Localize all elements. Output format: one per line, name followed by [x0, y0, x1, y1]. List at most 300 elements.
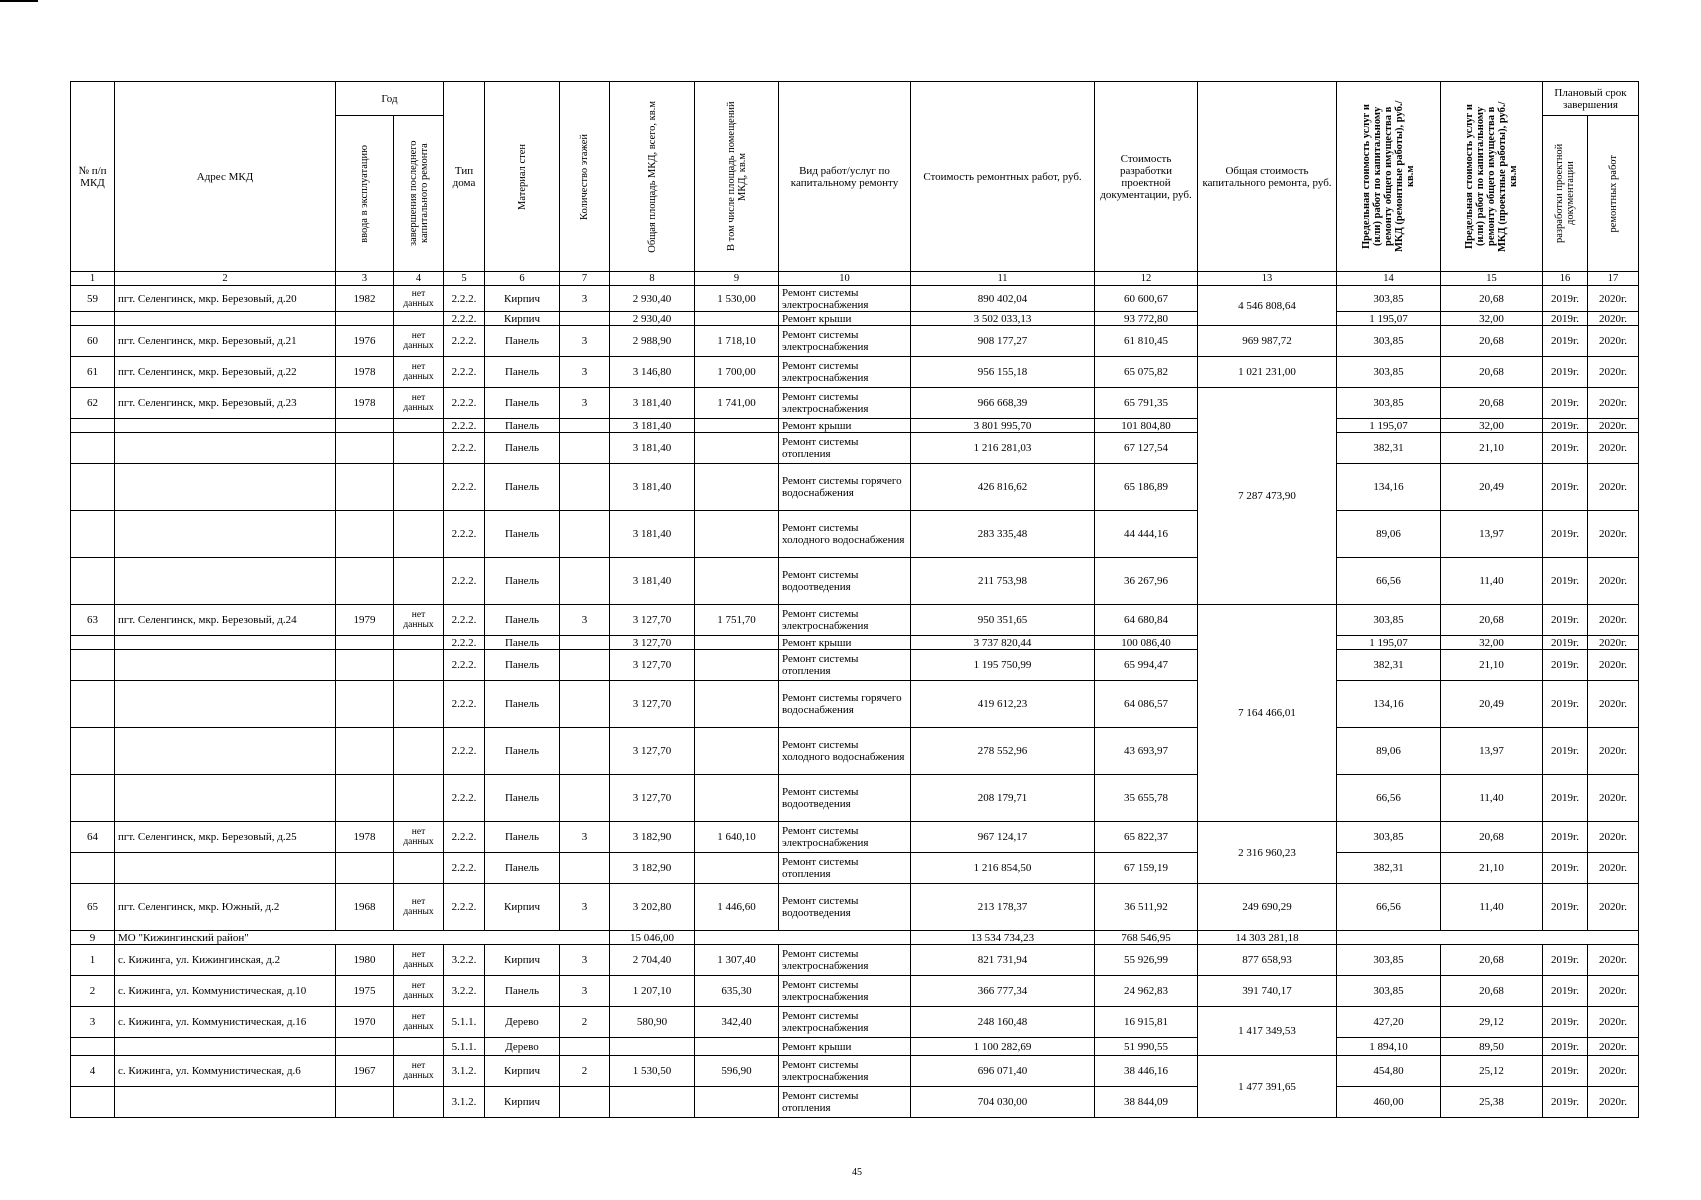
cell-w: Ремонт системы горячего водоснабжения	[779, 464, 911, 511]
cell-f: 3	[560, 605, 610, 636]
cell-t: 2.2.2.	[444, 558, 485, 605]
cell-p	[695, 1087, 779, 1118]
cell-dc: 65 075,82	[1095, 357, 1198, 388]
cell-f	[560, 419, 610, 433]
cell-tc: 7 164 466,01	[1198, 605, 1337, 822]
cell-y2	[394, 853, 444, 884]
cell-l2: 20,68	[1441, 605, 1543, 636]
cell-d1: 2019г.	[1543, 1038, 1588, 1056]
header-num: № п/п МКД	[71, 82, 115, 272]
cell-l2: 11,40	[1441, 558, 1543, 605]
cell-t: 2.2.2.	[444, 884, 485, 931]
cell-l1: 66,56	[1337, 775, 1441, 822]
cell-d1: 2019г.	[1543, 326, 1588, 357]
cell-y1	[336, 312, 394, 326]
cell-y1	[336, 1087, 394, 1118]
cell-y2: нет данных	[394, 286, 444, 312]
cell-d2: 2020г.	[1588, 945, 1639, 976]
cell-d1: 2019г.	[1543, 650, 1588, 681]
header-house-type: Тип дома	[444, 82, 485, 272]
cell-y1: 1978	[336, 388, 394, 419]
cell-f	[560, 853, 610, 884]
cell-f	[560, 1038, 610, 1056]
cell-m: Панель	[485, 357, 560, 388]
cell-w: Ремонт системы холодного водоснабжения	[779, 728, 911, 775]
cell-w: Ремонт системы отопления	[779, 853, 911, 884]
column-number-cell: 9	[695, 272, 779, 286]
cell-f: 3	[560, 945, 610, 976]
cell-p: 1 530,00	[695, 286, 779, 312]
cell-dc: 60 600,67	[1095, 286, 1198, 312]
cell-y2	[394, 681, 444, 728]
cell-addr	[115, 1038, 336, 1056]
cell-n: 61	[71, 357, 115, 388]
cell-y2	[394, 728, 444, 775]
cell-p: 1 751,70	[695, 605, 779, 636]
cell-m: Кирпич	[485, 1087, 560, 1118]
cell-l1: 427,20	[1337, 1007, 1441, 1038]
cell-y1	[336, 558, 394, 605]
cell-a: 3 181,40	[610, 388, 695, 419]
cell-d1: 2019г.	[1543, 1007, 1588, 1038]
cell-n	[71, 775, 115, 822]
cell-n	[71, 1087, 115, 1118]
cell-f: 3	[560, 884, 610, 931]
cell-y1	[336, 433, 394, 464]
cell-dc: 51 990,55	[1095, 1038, 1198, 1056]
cell-w: Ремонт системы электроснабжения	[779, 1007, 911, 1038]
cell-m: Дерево	[485, 1038, 560, 1056]
cell-t: 2.2.2.	[444, 357, 485, 388]
cell-addr: пгт. Селенгинск, мкр. Березовый, д.21	[115, 326, 336, 357]
cell-l2: 13,97	[1441, 511, 1543, 558]
column-number-cell: 14	[1337, 272, 1441, 286]
cell-d1: 2019г.	[1543, 511, 1588, 558]
cell-l2: 29,12	[1441, 1007, 1543, 1038]
table-row	[71, 326, 1639, 357]
cell-l2: 20,68	[1441, 822, 1543, 853]
cell-w: Ремонт крыши	[779, 312, 911, 326]
cell-f	[560, 511, 610, 558]
header-term-design: разработки проектной документации	[1543, 116, 1588, 272]
cell-d2: 2020г.	[1588, 605, 1639, 636]
cell-n	[71, 1038, 115, 1056]
cell-n: 62	[71, 388, 115, 419]
table-row	[71, 822, 1639, 853]
cell-f	[560, 558, 610, 605]
table-row	[71, 728, 1639, 775]
cell-rc: 213 178,37	[911, 884, 1095, 931]
cell-d2: 2020г.	[1588, 681, 1639, 728]
cell-rc: 1 100 282,69	[911, 1038, 1095, 1056]
cell-rc: 696 071,40	[911, 1056, 1095, 1087]
cell-y2: нет данных	[394, 388, 444, 419]
header-limit-design: Предельная стоимость услуг и (или) работ по капитальному ремонту общего имущества в МКД (проектные работы), руб./кв.м	[1441, 82, 1543, 272]
cell-tc: 877 658,93	[1198, 945, 1337, 976]
cell-f	[560, 775, 610, 822]
cell-addr	[115, 558, 336, 605]
cell-rc: 3 801 995,70	[911, 419, 1095, 433]
table-row	[71, 1056, 1639, 1087]
cell-rc: 1 216 281,03	[911, 433, 1095, 464]
cell-n	[71, 728, 115, 775]
cell-addr	[115, 681, 336, 728]
cell-w: Ремонт системы электроснабжения	[779, 388, 911, 419]
cell-n: 1	[71, 945, 115, 976]
cell-a: 3 127,70	[610, 636, 695, 650]
cell-y2	[394, 558, 444, 605]
column-number-cell: 8	[610, 272, 695, 286]
cell-y2: нет данных	[394, 945, 444, 976]
cell-addr	[115, 1087, 336, 1118]
cell-f	[560, 681, 610, 728]
cell-n	[71, 853, 115, 884]
subtotal-row	[71, 931, 1639, 945]
cell-y2: нет данных	[394, 822, 444, 853]
cell-l1: 1 195,07	[1337, 636, 1441, 650]
cell-d2: 2020г.	[1588, 775, 1639, 822]
cell-d1: 2019г.	[1543, 976, 1588, 1007]
cell-addr	[115, 775, 336, 822]
cell-p: 1 307,40	[695, 945, 779, 976]
cell-m: Дерево	[485, 1007, 560, 1038]
cell-d2: 2020г.	[1588, 1056, 1639, 1087]
cell-w: Ремонт системы электроснабжения	[779, 976, 911, 1007]
cell-d1: 2019г.	[1543, 419, 1588, 433]
column-number-cell: 4	[394, 272, 444, 286]
cell-rc: 956 155,18	[911, 357, 1095, 388]
cell-tc: 1 021 231,00	[1198, 357, 1337, 388]
cell-tc: 1 417 349,53	[1198, 1007, 1337, 1056]
cell-y2: нет данных	[394, 605, 444, 636]
column-number-cell: 2	[115, 272, 336, 286]
cell-addr: с. Кижинга, ул. Коммунистическая, д.10	[115, 976, 336, 1007]
cell-l2: 25,12	[1441, 1056, 1543, 1087]
table-row	[71, 388, 1639, 419]
cell-w: Ремонт системы электроснабжения	[779, 605, 911, 636]
cell-t: 5.1.1.	[444, 1038, 485, 1056]
cell-m: Панель	[485, 822, 560, 853]
header-term-repair: ремонтных работ	[1588, 116, 1639, 272]
cell-l2: 25,38	[1441, 1087, 1543, 1118]
header-design-cost: Стоимость разработки проектной документации, руб.	[1095, 82, 1198, 272]
cell-a: 3 181,40	[610, 511, 695, 558]
cell-p: 1 741,00	[695, 388, 779, 419]
cell-p	[695, 853, 779, 884]
cell-t: 2.2.2.	[444, 728, 485, 775]
cell-t: 2.2.2.	[444, 464, 485, 511]
cell-rc: 3 502 033,13	[911, 312, 1095, 326]
cell-n	[71, 464, 115, 511]
cell-d2: 2020г.	[1588, 433, 1639, 464]
cell-n: 65	[71, 884, 115, 931]
cell-addr	[115, 433, 336, 464]
cell-d2: 2020г.	[1588, 558, 1639, 605]
table-row	[71, 884, 1639, 931]
cell-n	[71, 419, 115, 433]
cell-y2	[394, 775, 444, 822]
cell-rc: 966 668,39	[911, 388, 1095, 419]
cell-rc: 967 124,17	[911, 822, 1095, 853]
cell-dc: 55 926,99	[1095, 945, 1198, 976]
cell-l1: 382,31	[1337, 853, 1441, 884]
cell-a: 3 181,40	[610, 558, 695, 605]
cell-d1: 2019г.	[1543, 388, 1588, 419]
column-number-cell: 3	[336, 272, 394, 286]
cell-a: 3 127,70	[610, 681, 695, 728]
table-row	[71, 433, 1639, 464]
cell-d2: 2020г.	[1588, 511, 1639, 558]
cell-y1: 1978	[336, 357, 394, 388]
cell-y2: нет данных	[394, 326, 444, 357]
cell-dc: 65 186,89	[1095, 464, 1198, 511]
cell-rc: 13 534 734,23	[911, 931, 1095, 945]
cell-a: 3 127,70	[610, 728, 695, 775]
table-row	[71, 511, 1639, 558]
column-number-cell: 11	[911, 272, 1095, 286]
table-row	[71, 1007, 1639, 1038]
cell-l1: 66,56	[1337, 884, 1441, 931]
cell-f: 2	[560, 1007, 610, 1038]
cell-l1: 1 894,10	[1337, 1038, 1441, 1056]
cell-t: 3.2.2.	[444, 945, 485, 976]
cell-n	[71, 681, 115, 728]
column-number-cell: 13	[1198, 272, 1337, 286]
cell-n	[71, 650, 115, 681]
cell-dc: 61 810,45	[1095, 326, 1198, 357]
cell-dc: 35 655,78	[1095, 775, 1198, 822]
cell-a: 3 127,70	[610, 650, 695, 681]
header-work-type: Вид работ/услуг по капитальному ремонту	[779, 82, 911, 272]
column-number-cell: 15	[1441, 272, 1543, 286]
cell-a: 3 181,40	[610, 419, 695, 433]
table-row	[71, 605, 1639, 636]
cell-l2: 20,49	[1441, 681, 1543, 728]
cell-m: Панель	[485, 728, 560, 775]
cell-p	[695, 681, 779, 728]
cell-y1: 1970	[336, 1007, 394, 1038]
cell-w: Ремонт системы электроснабжения	[779, 357, 911, 388]
cell-t: 2.2.2.	[444, 312, 485, 326]
cell-y1	[336, 464, 394, 511]
cell-w: Ремонт системы электроснабжения	[779, 286, 911, 312]
cell-w: Ремонт системы отопления	[779, 1087, 911, 1118]
cell-l1: 460,00	[1337, 1087, 1441, 1118]
column-number-cell: 6	[485, 272, 560, 286]
cell-l1: 89,06	[1337, 511, 1441, 558]
cell-p	[695, 1038, 779, 1056]
cell-p: 1 700,00	[695, 357, 779, 388]
cell-f	[560, 728, 610, 775]
cell-addr: пгт. Селенгинск, мкр. Березовый, д.23	[115, 388, 336, 419]
cell-m: Панель	[485, 636, 560, 650]
cell-y2	[394, 511, 444, 558]
cell-tc: 2 316 960,23	[1198, 822, 1337, 884]
cell-dc: 36 267,96	[1095, 558, 1198, 605]
cell-m: Панель	[485, 650, 560, 681]
cell-rc: 278 552,96	[911, 728, 1095, 775]
cell-a: 3 202,80	[610, 884, 695, 931]
column-number-cell: 5	[444, 272, 485, 286]
cell-a: 3 181,40	[610, 433, 695, 464]
table-row	[71, 681, 1639, 728]
cell-rc: 1 216 854,50	[911, 853, 1095, 884]
cell-d2: 2020г.	[1588, 884, 1639, 931]
cell-l1: 134,16	[1337, 464, 1441, 511]
cell-d2: 2020г.	[1588, 286, 1639, 312]
cell-l2: 89,50	[1441, 1038, 1543, 1056]
cell-a: 2 704,40	[610, 945, 695, 976]
cell-w: Ремонт системы холодного водоснабжения	[779, 511, 911, 558]
cell-f	[560, 312, 610, 326]
cell-addr	[115, 636, 336, 650]
cell-y2	[394, 1087, 444, 1118]
cell-t: 3.1.2.	[444, 1087, 485, 1118]
cell-t: 2.2.2.	[444, 605, 485, 636]
cell-m: Панель	[485, 558, 560, 605]
cell-f	[560, 1087, 610, 1118]
cell-w: Ремонт системы отопления	[779, 650, 911, 681]
cell-dc: 67 127,54	[1095, 433, 1198, 464]
cell-dc: 24 962,83	[1095, 976, 1198, 1007]
cell-p	[695, 433, 779, 464]
cell-w: Ремонт крыши	[779, 1038, 911, 1056]
cell-addr: МО "Кижингинский район"	[115, 931, 610, 945]
cell-y2	[394, 636, 444, 650]
cell-f: 3	[560, 286, 610, 312]
cell-n: 2	[71, 976, 115, 1007]
cell-m: Панель	[485, 853, 560, 884]
cell-y1: 1975	[336, 976, 394, 1007]
cell-l1: 89,06	[1337, 728, 1441, 775]
cell-p: 1 640,10	[695, 822, 779, 853]
cell-m: Кирпич	[485, 286, 560, 312]
cell-addr	[115, 511, 336, 558]
cell-dc: 36 511,92	[1095, 884, 1198, 931]
cell-m: Панель	[485, 464, 560, 511]
cell-addr	[115, 728, 336, 775]
cell-y2: нет данных	[394, 976, 444, 1007]
cell-rc: 366 777,34	[911, 976, 1095, 1007]
cell-n: 9	[71, 931, 115, 945]
cell-p	[695, 650, 779, 681]
cell-t: 2.2.2.	[444, 388, 485, 419]
cell-dc: 100 086,40	[1095, 636, 1198, 650]
cell-n	[71, 433, 115, 464]
cell-t: 2.2.2.	[444, 511, 485, 558]
cell-y1: 1978	[336, 822, 394, 853]
cell-m: Панель	[485, 976, 560, 1007]
column-number-cell: 1	[71, 272, 115, 286]
cell-t: 5.1.1.	[444, 1007, 485, 1038]
cell-dc: 64 086,57	[1095, 681, 1198, 728]
cell-y2: нет данных	[394, 357, 444, 388]
cell-t: 2.2.2.	[444, 822, 485, 853]
cell-a: 3 182,90	[610, 853, 695, 884]
header-total-cost: Общая стоимость капитального ремонта, руб.	[1198, 82, 1337, 272]
cell-a: 580,90	[610, 1007, 695, 1038]
cell-dc: 43 693,97	[1095, 728, 1198, 775]
cell-rc: 890 402,04	[911, 286, 1095, 312]
cell-d2: 2020г.	[1588, 312, 1639, 326]
cell-a: 2 988,90	[610, 326, 695, 357]
cell-t: 2.2.2.	[444, 650, 485, 681]
cell-d1: 2019г.	[1543, 884, 1588, 931]
cell-l2: 20,68	[1441, 286, 1543, 312]
cell-f: 3	[560, 822, 610, 853]
cell-addr	[115, 419, 336, 433]
cell-y1: 1976	[336, 326, 394, 357]
cell-y2	[394, 433, 444, 464]
cell-y2: нет данных	[394, 1007, 444, 1038]
cell-t: 3.1.2.	[444, 1056, 485, 1087]
cell-a: 3 182,90	[610, 822, 695, 853]
cell-d1: 2019г.	[1543, 464, 1588, 511]
cell-p	[695, 558, 779, 605]
cell-dc: 67 159,19	[1095, 853, 1198, 884]
cell-n	[71, 558, 115, 605]
cell-l1: 1 195,07	[1337, 312, 1441, 326]
cell-a: 3 181,40	[610, 464, 695, 511]
cell-tc: 391 740,17	[1198, 976, 1337, 1007]
cell-y1: 1968	[336, 884, 394, 931]
cell-t: 2.2.2.	[444, 775, 485, 822]
table-row	[71, 1038, 1639, 1056]
table-row	[71, 636, 1639, 650]
cell-a: 15 046,00	[610, 931, 695, 945]
cell-l1: 134,16	[1337, 681, 1441, 728]
table-row	[71, 1087, 1639, 1118]
table-header	[71, 82, 1639, 286]
cell-t: 2.2.2.	[444, 419, 485, 433]
cell-addr: с. Кижинга, ул. Кижингинская, д.2	[115, 945, 336, 976]
column-number-cell: 16	[1543, 272, 1588, 286]
cell-t: 2.2.2.	[444, 636, 485, 650]
cell-m: Панель	[485, 419, 560, 433]
header-limit-repair: Предельная стоимость услуг и (или) работ по капитальному ремонту общего имущества в МКД (ремонтные работы), руб./кв.м	[1337, 82, 1441, 272]
cell-p: 1 446,60	[695, 884, 779, 931]
header-planned-term: Плановый срок завершения	[1543, 82, 1639, 116]
cell-p	[695, 775, 779, 822]
cell-rc: 821 731,94	[911, 945, 1095, 976]
header-address: Адрес МКД	[115, 82, 336, 272]
cell-p: 635,30	[695, 976, 779, 1007]
column-number-cell: 7	[560, 272, 610, 286]
cell-d1: 2019г.	[1543, 433, 1588, 464]
cell-l2: 32,00	[1441, 312, 1543, 326]
cell-dc: 38 446,16	[1095, 1056, 1198, 1087]
cell-d2: 2020г.	[1588, 1038, 1639, 1056]
cell-y1	[336, 1038, 394, 1056]
cell-d1: 2019г.	[1543, 822, 1588, 853]
cell-addr	[115, 464, 336, 511]
cell-a: 3 127,70	[610, 775, 695, 822]
cell-w: Ремонт крыши	[779, 419, 911, 433]
cell-a: 2 930,40	[610, 312, 695, 326]
cell-addr: пгт. Селенгинск, мкр. Березовый, д.25	[115, 822, 336, 853]
cell-rc: 208 179,71	[911, 775, 1095, 822]
cell-dc: 38 844,09	[1095, 1087, 1198, 1118]
cell-p	[695, 312, 779, 326]
cell-rc: 704 030,00	[911, 1087, 1095, 1118]
cell-m: Панель	[485, 511, 560, 558]
cell-n: 59	[71, 286, 115, 312]
column-number-cell: 10	[779, 272, 911, 286]
cell-l1: 303,85	[1337, 357, 1441, 388]
cell-addr: пгт. Селенгинск, мкр. Березовый, д.20	[115, 286, 336, 312]
cell-l2: 11,40	[1441, 775, 1543, 822]
cell-d2: 2020г.	[1588, 357, 1639, 388]
